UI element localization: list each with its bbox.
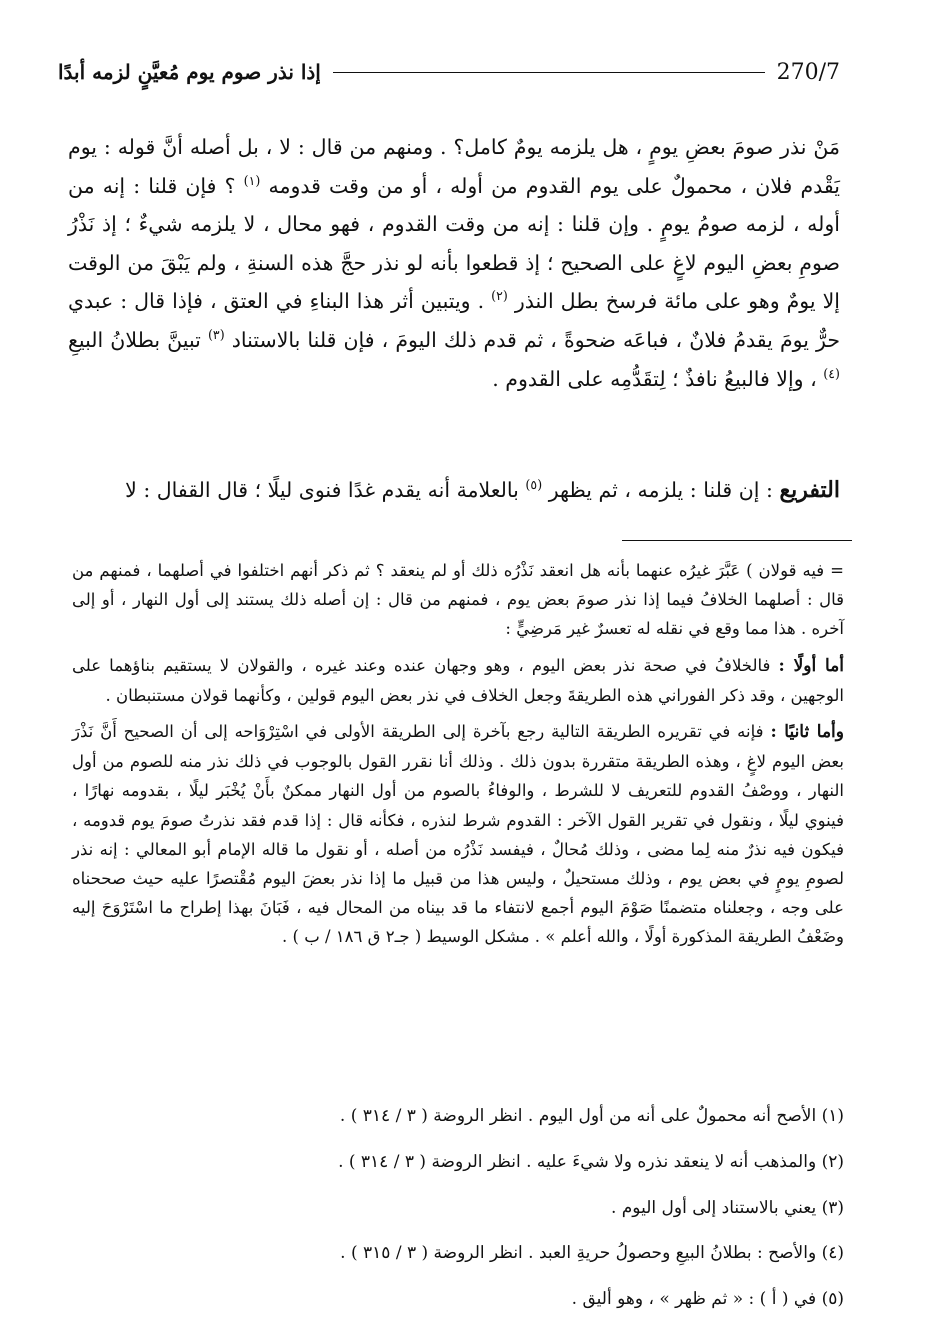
footnote-5: (٥) في ( أ ) : « ثم ظهر » ، وهو أليق . [571,1289,844,1310]
tafri-text: بالعلامة أنه يقدم غدًا فنوى ليلًا ؛ قال القفال : لا [125,478,519,502]
footnote-separator [622,540,852,541]
footnote-4: (٤) والأصح : بطلانُ البيعِ وحصولُ حريةِ العبد . انظر الروضة ( ٣ / ٣١٥ ) . [340,1243,844,1264]
footnote-marker-5: (٥) [525,477,543,493]
footnote-text: فإنه في تقريره الطريقة التالية رجع بآخرة إلى الطريقة الأولى في اسْتِرْوَاحه إلى أن الصحيح أَنَّ نَذْرَ بعض اليوم لاغٍ ، وهذه الطريقة متقررة بدون ذلك . وذلك أنا نقرر القول بالوجوب في ذلك نذر منه للصوم من أول النهار ، ووصْفُ القدوم للتعريف لا للشرط ، والوفاءُ بالصوم من أول النهار ممكنٌ بأَنْ يُخْبَر ليلًا ، بقدومه نهارًا ، فينوي ليلًا ، ونقول في تقرير القول الآخر : القدوم شرط لنذره ، فكأنه قال : إذا قدم فقد نذرتُ صومَ يوم قدومه ، فيكون فيه نذرٌ منه لِما مضى ، وذلك مُحالٌ ، فيفسد نَذْرُه من أصله ، أو نقول ما قاله الإمام أبو المعالي : إنه نذر لصومِ يومٍ في بعض يوم ، وذلك مستحيلٌ ، وليس هذا من قبيل ما إذا نذر بعضَ اليوم مُقْتصرًا عليه حيث صححناه على وجه ، وجعلناه متضمنًا صَوْمَ اليوم أجمع لانتفاء ما قد بيناه من المحال فيه ، فَبَانَ بهذا إطراح ما اسْتَرْوَحَ إليه وضَعْفُ الطريقة المذكورة أولًا ، والله أعلم » . مشكل الوسيط ( جـ٢ ق ١٨٦ / ب ) . [72,722,844,947]
main-text [68,128,840,398]
header-rule [333,72,765,73]
footnote-marker-4: (٤) [823,365,840,381]
page-number: 270/7 [776,59,840,85]
main-text-segment: مَنْ نذر صومَ بعضِ يومٍ ، هل يلزمه يومٌ كامل؟ . ومنهم من قال : لا ، بل أصله أنَّ قوله : يوم يَقْدم فلان ، محمولٌ على يوم القدوم من أوله ، أو من وقت قدومه [68,135,840,198]
footnote-subheading: أما أولًا : [778,655,844,676]
main-text-segment: . ويتبين أثر هذا البناءِ في العتق ، فإذا قال : عبدي حرٌّ يومَ يقدمُ فلانٌ ، فباعَه ضحوةً ، ثم قدم ذلك اليومَ ، فإن قلنا بالاستناد [68,289,840,352]
running-title: إذا نذر صوم يوم مُعيَّنٍ لزمه أبدًا [58,60,321,84]
footnote-marker-1: (١) [243,172,261,188]
footnote-text: = فيه قولان ) عَبَّرَ غيرُه عنهما بأنه هل انعقد نَذْرُه ذلك أو لم ينعقد ؟ ثم ذكر أنهم اختلفوا في أصلهما ، فمنهم من قال : أصلهما الخلافُ فيما إذا نذر صومَ بعض يوم ، فمنهم من قال : إن أصله ذلك يستند إلى أول النهار ، أو إلى آخره . هذا مما وقع في نقله له تعسرٌ غير مَرضِيٍّ : [72,561,844,639]
tafri-text: : إن قلنا : يلزمه ، ثم يظهر [548,478,773,502]
main-text-segment: ، وإلا فالبيعُ نافذٌ ؛ لِتقَدُّمِه على القدوم . [492,366,817,391]
footnote-marker-3: (٣) [207,327,225,343]
main-text-segment: تبينَّ بطلانُ البيعِ [68,327,201,352]
footnote-marker-2: (٢) [491,288,508,304]
footnote-subheading: وأما ثانيًا : [770,722,844,743]
tafri-heading: التفريع [779,477,840,503]
main-paragraph [68,128,840,398]
page-header [58,52,840,92]
footnote-paragraph [72,651,844,710]
footnote-2: (٢) والمذهب أنه لا ينعقد نذره ولا شيءَ عليه . انظر الروضة ( ٣ / ٣١٤ ) . [338,1151,844,1172]
footnote-3: (٣) يعني بالاستناد إلى أول اليوم . [610,1197,844,1218]
footnote-1: (١) الأصح أنه محمولٌ على أنه من أول اليوم . انظر الروضة ( ٣ / ٣١٤ ) . [339,1106,844,1126]
footnote-text: فالخلافُ في صحة نذر بعض اليوم ، وهو وجهان عنده وعند غيره ، والقولان لا يستقيم بناؤهما على الوجهين ، وقد ذكر الفوراني هذه الطريقةَ وجعل الخلاف في نذر بعض اليوم قولين ، وكأنهما قولان مستنبطان . [72,655,844,705]
main-text-segment: ؟ فإن قلنا : إنه من أوله ، لزمه صومُ يومٍ . وإن قلنا : إنه من وقت القدوم ، فهو محال ، لا يلزمه شيءٌ ؛ إذ نَذْرُ صومِ بعضِ اليوم لاغٍ على الصحيح ؛ إذ قطعوا بأنه لو نذر حجَّ هذه السنةِ ، ولم يَبْقَ من الوقت إلا يومٌ وهو على مائة فرسخ بطل النذر [68,173,840,314]
continued-footnote [72,556,844,959]
footnote-paragraph [72,556,844,644]
footnotes-list [72,1094,844,1323]
tafri-line [68,472,840,508]
footnote-paragraph [72,717,844,952]
